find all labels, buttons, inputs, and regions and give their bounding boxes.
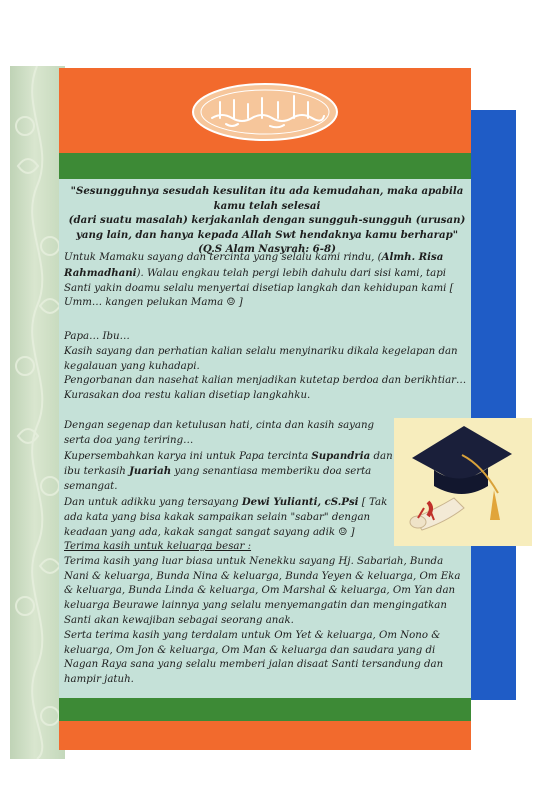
dedication-family: Dengan segenap dan ketulusan hati, cinta dan kasih sayang serta doa yang teriring… Kupersembahkan karya ini untuk Papa tercinta Supandria dan ibu terkasih Juariah yang senantiasa memberiku doa serta semangat. Dan untuk adikku yang tersayang Dewi Yulianti, cS.Psi [ Tak ada kata yang bisa kakak sampaikan selain "sabar" dengan keadaan yang ada, kakak sangat sangat sayang adik ☺ ] [64, 420, 393, 538]
mother-name: Almh. Risa Rahmadhani [64, 251, 444, 279]
greeting: Papa… Ibu… [64, 331, 130, 342]
quote-line: "Sesungguhnya sesudah kesulitan itu ada kemudahan, maka apabila kamu telah selesai [70, 185, 464, 212]
thanks-extended-family: Terima kasih untuk keluarga besar : Terima kasih yang luar biasa untuk Nenekku sayang Hj. Sabariah, Bunda Nani & keluarga, Bunda Nina & keluarga, Bunda Yeyen & keluarga, Om Eka & keluarga, Bunda Linda & keluarga, Om Marshal & keluarga, Om Yan dan keluarga Beurawe lainnya yang selalu menyemangatin dan mengingatkan Santi akan kewajiban sebagai seorang anak. Serta terima kasih yang terdalam untuk Om Yet & keluarga, Om Nono & keluarga, Om Jon & keluarga, Om Man & keluarga dan saudara yang di Nagan Raya sana yang selalu memberi jalan disaat Santi tersandung dan hampir jatuh. [64, 540, 469, 688]
quran-quote [67, 184, 467, 257]
blue-side-panel [470, 110, 516, 700]
dedication-parents: Papa… Ibu… Kasih sayang dan perhatian kalian selalu menyinariku dikala kegelapan dan kegalauan yang kuhadapi. Pengorbanan dan nasehat kalian menjadikan kutetap berdoa dan berikhtiar… Kurasakan doa restu kalian disetiap langkahku. [64, 330, 469, 404]
sister-name: Dewi Yulianti, cS.Psi [241, 495, 359, 508]
footer-band [59, 721, 471, 750]
graduation-cap-image [394, 418, 532, 546]
dedication-mother: Untuk Mamaku sayang dan tercinta yang selalu kami rindu, (Almh. Risa Rahmadhani). Walau engkau telah pergi lebih dahulu dari sisi kami, tapi Santi yakin doamu selalu menyertai disetiap langkah dan kehidupan kami [ Umm… kangen pelukan Mama ☺ ] [64, 251, 454, 309]
thanks-heading: Terima kasih untuk keluarga besar : [64, 541, 252, 552]
father-name: Supandria [311, 449, 371, 462]
floral-pattern-icon [10, 66, 65, 759]
header-band [59, 68, 471, 153]
quote-line: (dari suatu masalah) kerjakanlah dengan sungguh-sungguh (urusan) [68, 214, 466, 226]
stepmother-name: Juariah [129, 465, 172, 478]
decorative-side-panel [10, 66, 65, 759]
green-band-top [59, 153, 471, 179]
green-band-bottom [59, 698, 471, 721]
dedication-card [59, 68, 471, 750]
quote-source: (Q.S Alam Nasyrah: 6-8) [198, 243, 336, 255]
basmala-emblem [190, 82, 340, 142]
graduation-cap-icon [394, 418, 532, 546]
quote-line: yang lain, dan hanya kepada Allah Swt hendaknya kamu berharap" [75, 228, 459, 241]
